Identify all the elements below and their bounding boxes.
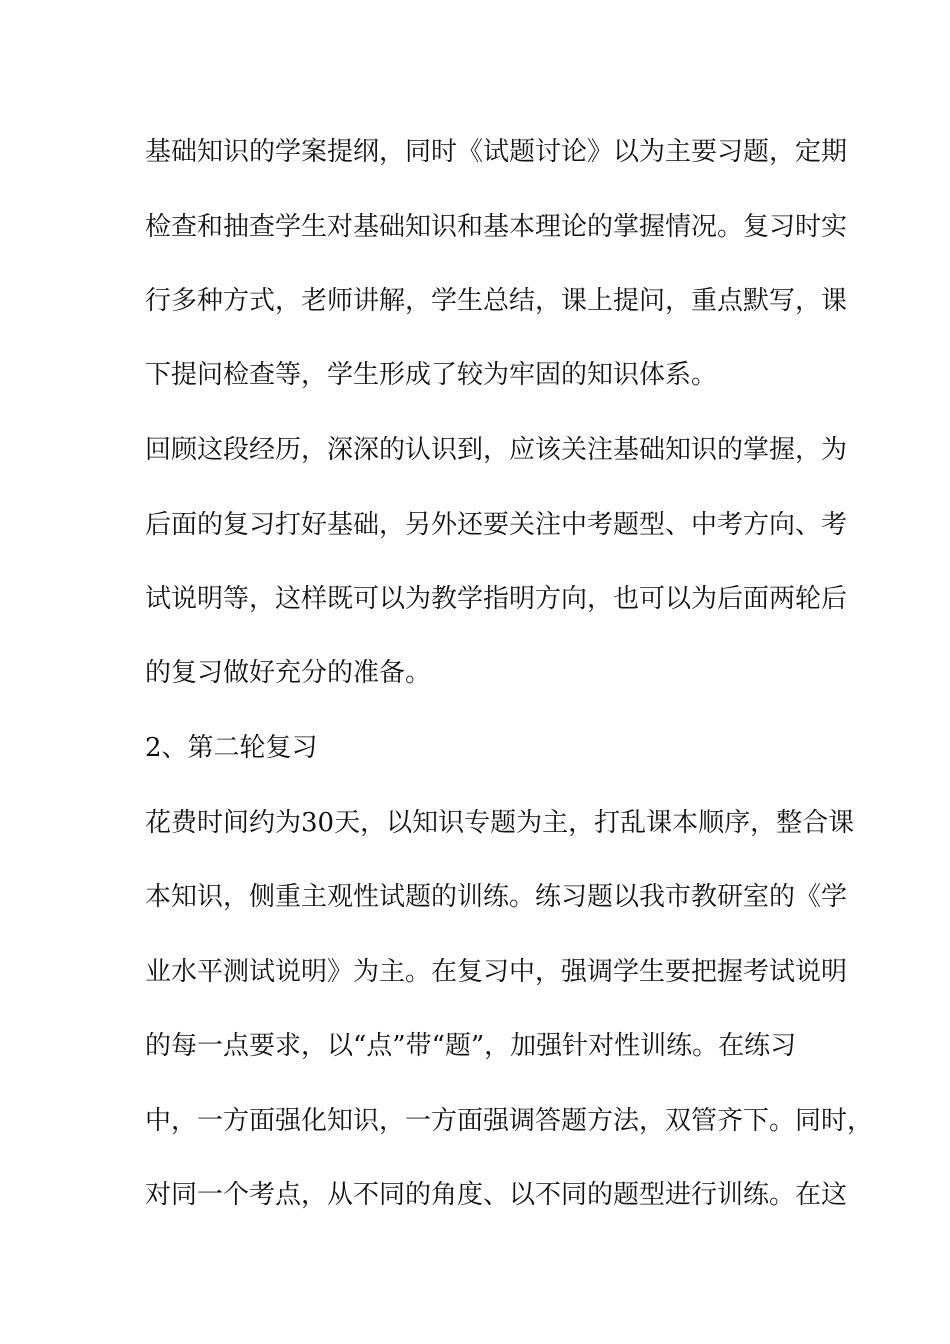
text-line-2: 检查和抽查学生对基础知识和基本理论的掌握情况。复习时实 bbox=[145, 212, 848, 242]
text-line-6: 后面的复习打好基础，另外还要关注中考题型、中考方向、考 bbox=[145, 510, 848, 540]
text-line-5: 回顾这段经历，深深的认识到，应该关注基础知识的掌握，为 bbox=[145, 435, 848, 465]
text-line-13: 的每一点要求，以“点”带“题”，加强针对性训练。在练习 bbox=[145, 1031, 797, 1061]
text-line-10: 花费时间约为30天，以知识专题为主，打乱课本顺序，整合课 bbox=[145, 808, 855, 838]
section-heading: 2、第二轮复习 bbox=[145, 733, 318, 763]
text-line-11: 本知识，侧重主观性试题的训练。练习题以我市教研室的《学 bbox=[145, 882, 848, 912]
text-line-8: 的复习做好充分的准备。 bbox=[145, 658, 432, 688]
text-line-14: 中，一方面强化知识，一方面强调答题方法，双管齐下。同时， bbox=[145, 1106, 874, 1136]
text-line-3: 行多种方式，老师讲解，学生总结，课上提问，重点默写，课 bbox=[145, 286, 848, 316]
text-line-15: 对同一个考点，从不同的角度、以不同的题型进行训练。在这 bbox=[145, 1180, 848, 1210]
text-line-12: 业水平测试说明》为主。在复习中，强调学生要把握考试说明 bbox=[145, 957, 848, 987]
text-line-1: 基础知识的学案提纲，同时《试题讨论》以为主要习题，定期 bbox=[145, 137, 848, 167]
text-line-7: 试说明等，这样既可以为教学指明方向，也可以为后面两轮后 bbox=[145, 584, 848, 614]
text-line-4: 下提问检查等，学生形成了较为牢固的知识体系。 bbox=[145, 360, 718, 390]
